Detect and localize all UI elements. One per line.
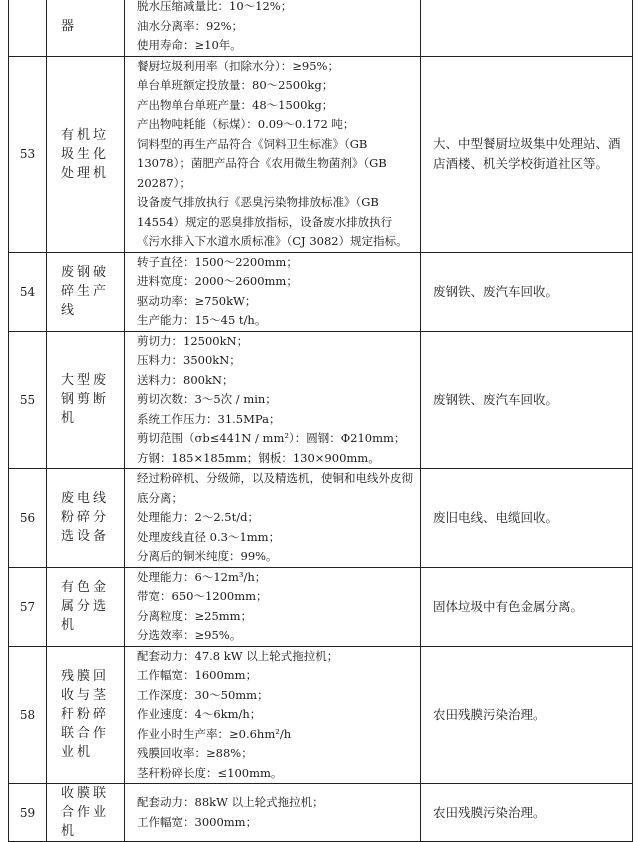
table-row: [9, 784, 633, 842]
equipment-table: [8, 0, 633, 842]
spec-line: 分选效率：≥95%。: [137, 628, 242, 642]
spec-line: 脱水压缩减量比：10～12%；: [137, 0, 293, 13]
application-scope: 农田残膜污染治理。: [421, 646, 633, 784]
table-body: [9, 0, 633, 842]
spec-line: 作业小时生产率：≥0.6hm²/h: [137, 726, 292, 741]
spec-list: [125, 0, 421, 56]
row-number: [9, 0, 47, 56]
table-row: [9, 56, 633, 252]
spec-line: 剪切力：12500kN；: [137, 333, 249, 348]
equipment-name: 大型废钢剪断机: [47, 331, 125, 469]
spec-line: 驱动功率：≥750kW；: [137, 293, 257, 308]
spec-line: 处理能力：2～2.5t/d；: [137, 510, 259, 524]
application-scope: 废旧电线、电缆回收。: [421, 469, 633, 568]
equipment-name: 收膜联合作业机: [47, 784, 125, 842]
equipment-name: 有色金属分选机: [47, 567, 125, 646]
table-row: [9, 469, 633, 568]
spec-list: [125, 567, 421, 646]
spec-list: [125, 784, 421, 842]
spec-line: 压料力：3500kN；: [137, 353, 241, 367]
spec-line: 工作深度：30～50mm；: [137, 687, 269, 702]
row-number: 54: [9, 252, 47, 331]
equipment-name: 废电线粉碎分选设备: [47, 469, 125, 568]
spec-line: 工作幅宽：3000mm；: [137, 814, 258, 829]
spec-line: 转子直径：1500～2200mm；: [137, 254, 298, 269]
spec-line: 使用寿命：≥10年。: [137, 38, 242, 52]
table-row: [9, 252, 633, 331]
spec-line: 配套动力：88kW 以上轮式拖拉机；: [137, 795, 324, 809]
row-number: 55: [9, 331, 47, 469]
spec-line: 设备废气排放执行《恶臭污染物排放标准》（GB 14554）规定的恶臭排放指标，设备废水排放执行《污水排入下水道水质标准》（CJ 3082）规定指标。: [137, 195, 408, 248]
spec-list: [125, 646, 421, 784]
spec-list: [125, 331, 421, 469]
table-row: [9, 646, 633, 784]
row-number: 59: [9, 784, 47, 842]
equipment-name: 废钢破碎生产线: [47, 252, 125, 331]
spec-line: 生产能力：15～45 t/h。: [137, 313, 267, 327]
spec-line: 进料宽度：2000～2600mm；: [137, 274, 298, 288]
spec-line: 系统工作压力：31.5MPa；: [137, 411, 281, 426]
spec-line: 工作幅宽：1600mm；: [137, 668, 258, 682]
spec-line: 配套动力：47.8 kW 以上轮式拖拉机；: [137, 648, 339, 663]
application-scope: [421, 0, 633, 56]
spec-line: 作业速度：4～6km/h；: [137, 707, 262, 721]
table-row: [9, 331, 633, 469]
row-number: 58: [9, 646, 47, 784]
spec-line: 产出物单台单班产量：48～1500kg；: [137, 97, 334, 112]
spec-line: 处理能力：6～12m³/h；: [137, 569, 267, 584]
spec-list: [125, 469, 421, 568]
spec-line: 分离后的铜米纯度：99%。: [137, 549, 278, 563]
spec-line: 分离粒度：≥25mm；: [137, 608, 253, 623]
application-scope: 废钢铁、废汽车回收。: [421, 252, 633, 331]
spec-line: 茎秆粉碎长度：≤100mm。: [137, 765, 283, 780]
row-number: 53: [9, 56, 47, 252]
spec-line: 单台单班额定投放量：80～2500kg；: [137, 78, 334, 92]
spec-line: 饲料型的再生产品符合《饲料卫生标准》（GB 13078）；菌肥产品符合《农用微生物菌剂》（GB 20287）；: [137, 136, 387, 190]
equipment-name: 有机垃圾生化处理机: [47, 56, 125, 252]
spec-line: 剪切范围（σb≤441N / mm²）：圆钢：Φ210mm；方钢：185×185mm；钢板：130×900mm。: [137, 431, 406, 465]
spec-list: [125, 252, 421, 331]
table-row: [9, 567, 633, 646]
application-scope: 固体垃圾中有色金属分离。: [421, 567, 633, 646]
application-scope: 大、中型餐厨垃圾集中处理站、酒店酒楼、机关学校街道社区等。: [421, 56, 633, 252]
spec-line: 处理废线直径 0.3～1mm；: [137, 529, 281, 544]
spec-line: 产出物吨耗能（标煤）：0.09～0.172 吨；: [137, 117, 355, 131]
spec-line: 剪切次数：3～5次 / min；: [137, 392, 277, 406]
spec-line: 油水分离率：92%；: [137, 18, 244, 33]
application-scope: 废钢铁、废汽车回收。: [421, 331, 633, 469]
spec-list: [125, 56, 421, 252]
spec-line: 残膜回收率：≥88%；: [137, 746, 253, 760]
equipment-name: 器: [47, 0, 125, 56]
spec-line: 带宽：650～1200mm；: [137, 589, 268, 603]
application-scope: 农田残膜污染治理。: [421, 784, 633, 842]
row-number: 56: [9, 469, 47, 568]
spec-line: 经过粉碎机、分级筛，以及精选机，使铜和电线外皮彻底分离；: [137, 471, 413, 505]
table-row: [9, 0, 633, 56]
equipment-name: 残膜回收与茎秆粉碎联合作业机: [47, 646, 125, 784]
spec-line: 送料力：800kN；: [137, 372, 234, 387]
row-number: 57: [9, 567, 47, 646]
spec-line: 餐厨垃圾利用率（扣除水分）：≥95%；: [137, 58, 339, 73]
